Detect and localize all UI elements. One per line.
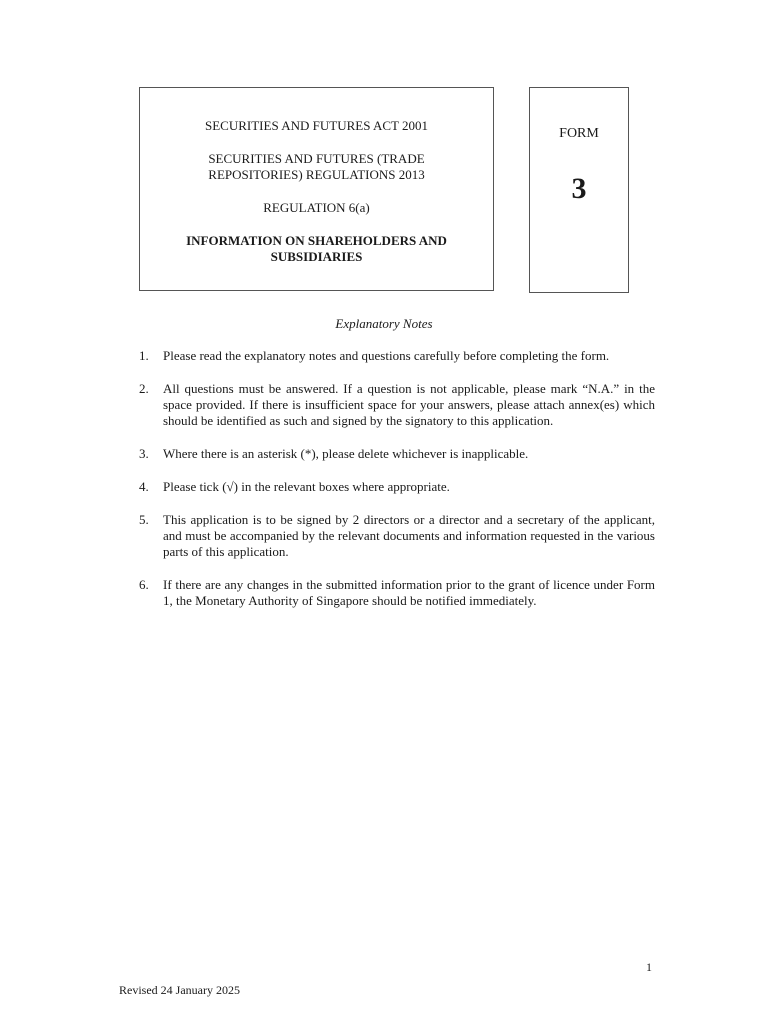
list-item [139,446,655,462]
note-number: 5. [139,512,149,527]
note-text: All questions must be answered. If a question is not applicable, please mark “N.A.” in the space provided. If there is insufficient space for your answers, please attach annex(es) which should be identified as such and signed by the signatory to this application. [163,381,655,428]
note-number: 4. [139,479,149,494]
explanatory-notes-list [139,348,655,626]
revision-date: Revised 24 January 2025 [119,983,240,997]
form-heading-line-2: SUBSIDIARIES [270,248,363,264]
note-number: 3. [139,446,149,461]
form-heading-line-1: INFORMATION ON SHAREHOLDERS AND [186,232,447,248]
list-item [139,577,655,609]
regulations-line-2: REPOSITORIES) REGULATIONS 2013 [208,166,425,182]
note-number: 1. [139,348,149,363]
note-number: 6. [139,577,149,592]
form-number: 3 [571,172,587,205]
list-item [139,348,655,364]
form-heading [186,233,447,265]
note-text: If there are any changes in the submitted information prior to the grant of licence under Form 1, the Monetary Authority of Singapore should be notified immediately. [163,577,655,608]
title-box [139,87,494,291]
form-label: FORM [559,126,599,141]
regulations-title [208,151,424,183]
note-text: Please read the explanatory notes and questions carefully before completing the form. [163,348,610,363]
act-title: SECURITIES AND FUTURES ACT 2001 [205,117,428,133]
note-text: Where there is an asterisk (*), please delete whichever is inapplicable. [163,446,529,461]
list-item [139,381,655,429]
note-number: 2. [139,381,149,396]
page-number: 1 [646,960,652,974]
list-item [139,512,655,560]
notes-title: Explanatory Notes [335,316,433,331]
list-item [139,479,655,495]
form-number-box [529,87,629,293]
note-text: Please tick (√) in the relevant boxes where appropriate. [163,479,450,494]
note-text: This application is to be signed by 2 directors or a director and a secretary of the applicant, and must be accompanied by the relevant documents and information requested in the various parts of this application. [163,512,655,559]
regulations-line-1: SECURITIES AND FUTURES (TRADE [208,150,425,166]
regulation-number: REGULATION 6(a) [263,199,370,215]
